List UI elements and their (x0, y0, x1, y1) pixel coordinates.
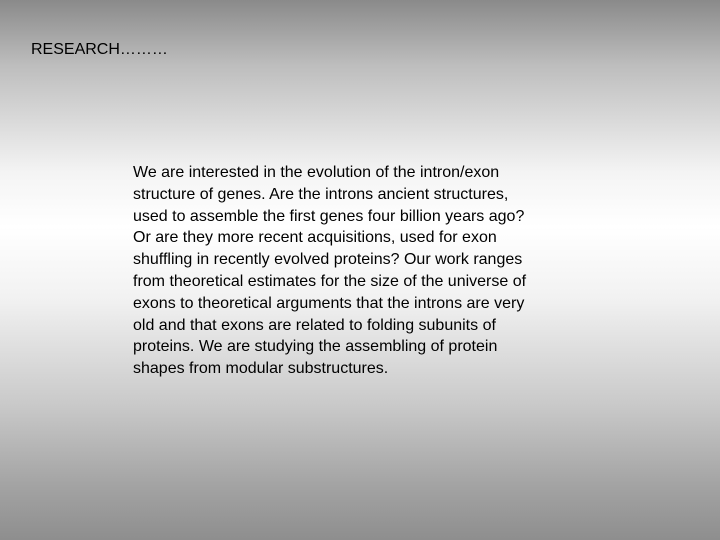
text-line: exons to theoretical arguments that the introns are very (133, 294, 525, 312)
text-line: used to assemble the first genes four billion years ago? (133, 207, 525, 225)
text-line: shapes from modular substructures. (133, 360, 389, 378)
research-description (133, 162, 585, 380)
text-line: Or are they more recent acquisitions, used for exon (133, 229, 497, 247)
text-line: shuffling in recently evolved proteins? Our work ranges (133, 251, 523, 269)
slide-title: RESEARCH……… (31, 41, 168, 58)
text-line: structure of genes. Are the introns ancient structures, (133, 185, 509, 203)
text-line: proteins. We are studying the assembling of protein (133, 338, 498, 356)
text-line: old and that exons are related to folding subunits of (133, 316, 496, 334)
text-line: from theoretical estimates for the size of the universe of (133, 272, 527, 290)
text-line: We are interested in the evolution of the intron/exon (133, 164, 500, 181)
